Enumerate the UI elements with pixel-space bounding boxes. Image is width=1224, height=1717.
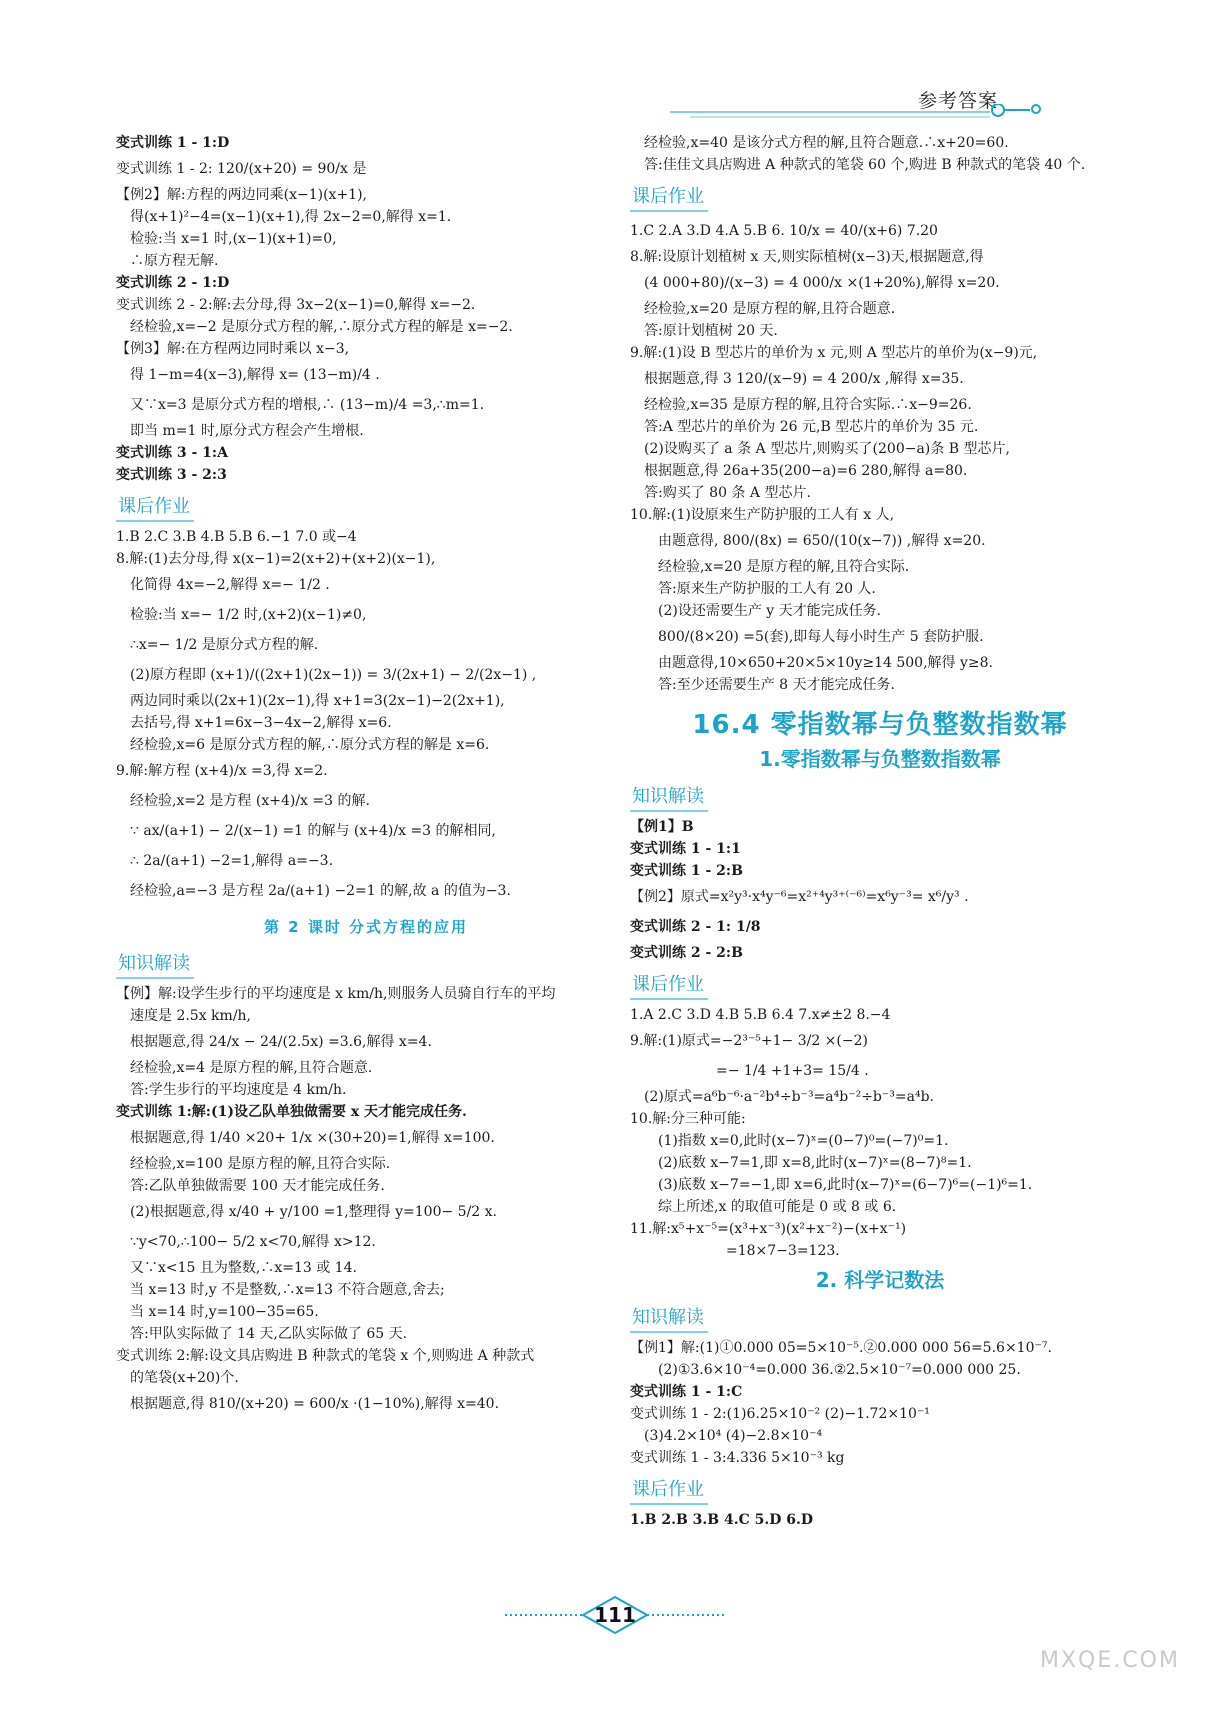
answer-line: 答:购买了 80 条 A 型芯片. — [644, 485, 811, 501]
answer-line: 经检验,x=40 是该分式方程的解,且符合题意.∴x+20=60. — [644, 135, 1009, 151]
answer-line: (3)4.2×10⁴ (4)−2.8×10⁻⁴ — [644, 1428, 823, 1444]
answer-line: 8.解:设原计划植树 x 天,则实际植树(x−3)天,根据题意,得 — [630, 249, 984, 265]
answer-line: 综上所述,x 的取值可能是 0 或 8 或 6. — [658, 1199, 897, 1215]
answer-line: 当 x=14 时,y=100−35=65. — [130, 1304, 319, 1320]
answer-line: 变式训练 1 - 2: 120/(x+20) = 90/x 是 — [116, 161, 367, 177]
answer-line: 又∵x=3 是原分式方程的增根,∴ (13−m)/4 =3,∴m=1. — [130, 397, 485, 413]
answer-line: 答:学生步行的平均速度是 4 km/h. — [130, 1082, 347, 1098]
answer-line: ∴ 2a/(a+1) −2=1,解得 a=−3. — [130, 853, 334, 869]
answer-line: 变式训练 2:解:设文具店购进 B 种款式的笔袋 x 个,则购进 A 种款式 — [116, 1348, 535, 1364]
subsection-title: 1.零指数幂与负整数指数幂 — [759, 747, 1001, 771]
answer-line: 变式训练 1 - 1:1 — [630, 841, 741, 857]
answer-line: 1.B 2.B 3.B 4.C 5.D 6.D — [630, 1512, 813, 1528]
answer-line: 变式训练 1 - 1:D — [116, 135, 230, 151]
answer-line: 当 x=13 时,y 不是整数,∴x=13 不符合题意,舍去; — [130, 1282, 445, 1298]
right-column — [630, 132, 1130, 1531]
answer-line: 【例】解:设学生步行的平均速度是 x km/h,则服务人员骑自行车的平均 — [116, 986, 556, 1002]
header-decoration — [670, 104, 1050, 124]
chapter-title: 16.4 零指数幂与负整数指数幂 — [692, 710, 1068, 740]
answer-line: 答:A 型芯片的单价为 26 元,B 型芯片的单价为 35 元. — [644, 419, 979, 435]
header-title: 参考答案 — [918, 90, 999, 112]
answer-line: 1.C 2.A 3.D 4.A 5.B 6. 10/x = 40/(x+6) 7.20 — [630, 223, 938, 239]
section-heading-knowledge: 知识解读 — [630, 782, 708, 812]
answer-line: 变式训练 1 - 2:(1)6.25×10⁻² (2)−1.72×10⁻¹ — [630, 1406, 930, 1422]
section-heading-homework: 课后作业 — [116, 492, 194, 522]
answer-line: 经检验,x=100 是原方程的解,且符合实际. — [130, 1156, 391, 1172]
answer-line: 答:至少还需要生产 8 天才能完成任务. — [658, 677, 895, 693]
answer-line: (2)设购买了 a 条 A 型芯片,则购买了(200−a)条 B 型芯片, — [644, 441, 1010, 457]
answer-line: 的笔袋(x+20)个. — [130, 1370, 239, 1386]
answer-line: 1.B 2.C 3.B 4.B 5.B 6.−1 7.0 或−4 — [116, 529, 357, 545]
answer-line: 变式训练 2 - 1: 1/8 — [630, 919, 761, 935]
answer-line: 10.解:(1)设原来生产防护服的工人有 x 人, — [630, 507, 895, 523]
answer-line: 11.解:x⁵+x⁻⁵=(x³+x⁻³)(x²+x⁻²)−(x+x⁻¹) — [630, 1221, 907, 1237]
section-heading-homework: 课后作业 — [630, 182, 708, 212]
answer-line: 变式训练 2 - 2:B — [630, 945, 743, 961]
answer-line: ∴原方程无解. — [130, 253, 219, 269]
answer-line: 得(x+1)²−4=(x−1)(x+1),得 2x−2=0,解得 x=1. — [130, 209, 452, 225]
answer-line: (4 000+80)/(x−3) = 4 000/x ×(1+20%),解得 x=20. — [644, 275, 1000, 291]
left-column — [116, 132, 616, 1419]
answer-line: 【例1】解:(1)①0.000 05=5×10⁻⁵.②0.000 000 56=5.6×10⁻⁷. — [630, 1340, 1052, 1356]
answer-line: 根据题意,得 1/40 ×20+ 1/x ×(30+20)=1,解得 x=100. — [130, 1130, 495, 1146]
section-heading-homework: 课后作业 — [630, 970, 708, 1000]
answer-line: 根据题意,得 810/(x+20) = 600/x ·(1−10%),解得 x=40. — [130, 1396, 500, 1412]
answer-line: 经检验,a=−3 是方程 2a/(a+1) −2=1 的解,故 a 的值为−3. — [130, 883, 511, 899]
answer-line: 变式训练 3 - 2:3 — [116, 467, 227, 483]
answer-line: 经检验,x=20 是原方程的解,且符合实际. — [658, 559, 910, 575]
answer-line: 答:原来生产防护服的工人有 20 人. — [658, 581, 876, 597]
section-heading-knowledge: 知识解读 — [116, 949, 194, 979]
answer-line: 1.A 2.C 3.D 4.B 5.B 6.4 7.x≠±2 8.−4 — [630, 1007, 891, 1023]
answer-line: 答:甲队实际做了 14 天,乙队实际做了 65 天. — [130, 1326, 408, 1342]
answer-line: 9.解:解方程 (x+4)/x =3,得 x=2. — [116, 763, 328, 779]
answer-line: 答:原计划植树 20 天. — [644, 323, 778, 339]
answer-line: ∴x=− 1/2 是原分式方程的解. — [130, 637, 319, 653]
answer-line: 8.解:(1)去分母,得 x(x−1)=2(x+2)+(x+2)(x−1), — [116, 551, 436, 567]
answer-line: 去括号,得 x+1=6x−3−4x−2,解得 x=6. — [130, 715, 392, 731]
answer-line: 即当 m=1 时,原分式方程会产生增根. — [130, 423, 364, 439]
answer-line: 得 1−m=4(x−3),解得 x= (13−m)/4 . — [130, 367, 380, 383]
answer-line: 两边同时乘以(2x+1)(2x−1),得 x+1=3(2x−1)−2(2x+1), — [130, 693, 505, 709]
answer-line: ∵y<70,∴100− 5/2 x<70,解得 x>12. — [130, 1234, 376, 1250]
answer-line: 检验:当 x=1 时,(x−1)(x+1)=0, — [130, 231, 337, 247]
answer-line: 变式训练 1:解:(1)设乙队单独做需要 x 天才能完成任务. — [116, 1104, 467, 1120]
answer-line: 【例3】解:在方程两边同时乘以 x−3, — [116, 341, 350, 357]
answer-line: ∵ ax/(a+1) − 2/(x−1) =1 的解与 (x+4)/x =3 的解相同, — [130, 823, 496, 839]
answer-line: 9.解:(1)设 B 型芯片的单价为 x 元,则 A 型芯片的单价为(x−9)元, — [630, 345, 1038, 361]
answer-line: 经检验,x=20 是原方程的解,且符合题意. — [644, 301, 896, 317]
answer-line: 速度是 2.5x km/h, — [130, 1008, 252, 1024]
answer-line: (2)根据题意,得 x/40 + y/100 =1,整理得 y=100− 5/2 x. — [130, 1204, 497, 1220]
answer-line: 经检验,x=4 是原方程的解,且符合题意. — [130, 1060, 373, 1076]
answer-line: 变式训练 1 - 3:4.336 5×10⁻³ kg — [630, 1450, 845, 1466]
answer-line: 化简得 4x=−2,解得 x=− 1/2 . — [130, 577, 330, 593]
answer-line: 经检验,x=2 是方程 (x+4)/x =3 的解. — [130, 793, 370, 809]
answer-line: 答:乙队单独做需要 100 天才能完成任务. — [130, 1178, 385, 1194]
answer-line: 变式训练 2 - 1:D — [116, 275, 230, 291]
answer-line: 【例1】B — [630, 819, 694, 835]
section-heading-knowledge: 知识解读 — [630, 1303, 708, 1333]
answer-line: 9.解:(1)原式=−2³⁻⁵+1− 3/2 ×(−2) — [630, 1033, 868, 1049]
page-number: 111 — [594, 1603, 636, 1627]
answer-line: 根据题意,得 26a+35(200−a)=6 280,解得 a=80. — [644, 463, 968, 479]
answer-line: 变式训练 1 - 1:C — [630, 1384, 743, 1400]
section-heading-homework: 课后作业 — [630, 1475, 708, 1505]
answer-line: (2)设还需要生产 y 天才能完成任务. — [658, 603, 882, 619]
answer-line: (2)原方程即 (x+1)/((2x+1)(2x−1)) = 3/(2x+1) − 2/(2x−1) , — [130, 667, 537, 683]
answer-line: 变式训练 2 - 2:解:去分母,得 3x−2(x−1)=0,解得 x=−2. — [116, 297, 476, 313]
answer-line: (2)①3.6×10⁻⁴=0.000 36.②2.5×10⁻⁷=0.000 000 25. — [658, 1362, 1021, 1378]
answer-line: 经检验,x=35 是原方程的解,且符合实际.∴x−9=26. — [644, 397, 972, 413]
answer-line: =− 1/4 +1+3= 15/4 . — [716, 1063, 869, 1079]
answer-line: (2)底数 x−7=1,即 x=8,此时(x−7)ˣ=(8−7)⁸=1. — [658, 1155, 972, 1171]
answer-line: 由题意得, 800/(8x) = 650/(10(x−7)) ,解得 x=20. — [658, 533, 986, 549]
answer-line: 答:佳佳文具店购进 A 种款式的笔袋 60 个,购进 B 种款式的笔袋 40 个. — [644, 157, 1086, 173]
answer-line: 800/(8×20) =5(套),即每人每小时生产 5 套防护服. — [658, 629, 984, 645]
answer-line: (1)指数 x=0,此时(x−7)ˣ=(0−7)⁰=(−7)⁰=1. — [658, 1133, 949, 1149]
answer-line: 经检验,x=6 是原分式方程的解,∴原分式方程的解是 x=6. — [130, 737, 490, 753]
lesson-title: 第 2 课时 分式方程的应用 — [263, 918, 469, 936]
answer-line: 10.解:分三种可能: — [630, 1111, 746, 1127]
answer-line: 变式训练 3 - 1:A — [116, 445, 228, 461]
answer-line: 根据题意,得 3 120/(x−9) = 4 200/x ,解得 x=35. — [644, 371, 964, 387]
answer-line: 【例2】解:方程的两边同乘(x−1)(x+1), — [116, 187, 367, 203]
watermark: MXQE.COM — [1040, 1648, 1180, 1673]
answer-line: 由题意得,10×650+20×5×10y≥14 500,解得 y≥8. — [658, 655, 993, 671]
answer-line: (3)底数 x−7=−1,即 x=6,此时(x−7)ˣ=(6−7)⁶=(−1)⁶=1. — [658, 1177, 1033, 1193]
subsection-title: 2. 科学记数法 — [815, 1268, 945, 1292]
answer-line: 经检验,x=−2 是原分式方程的解,∴原分式方程的解是 x=−2. — [130, 319, 513, 335]
answer-line: 检验:当 x=− 1/2 时,(x+2)(x−1)≠0, — [130, 607, 367, 623]
page-number-badge — [505, 1595, 725, 1635]
answer-line: 变式训练 1 - 2:B — [630, 863, 743, 879]
answer-line: 又∵x<15 且为整数,∴x=13 或 14. — [130, 1260, 357, 1276]
answer-line: (2)原式=a⁶b⁻⁶·a⁻²b⁴÷b⁻³=a⁴b⁻²÷b⁻³=a⁴b. — [644, 1089, 935, 1105]
answer-line: 【例2】原式=x²y³·x⁴y⁻⁶=x²⁺⁴y³⁺⁽⁻⁶⁾=x⁶y⁻³= x⁶/y³ . — [630, 889, 969, 905]
answer-line: 根据题意,得 24/x − 24/(2.5x) =3.6,解得 x=4. — [130, 1034, 432, 1050]
answer-line: =18×7−3=123. — [726, 1243, 840, 1259]
